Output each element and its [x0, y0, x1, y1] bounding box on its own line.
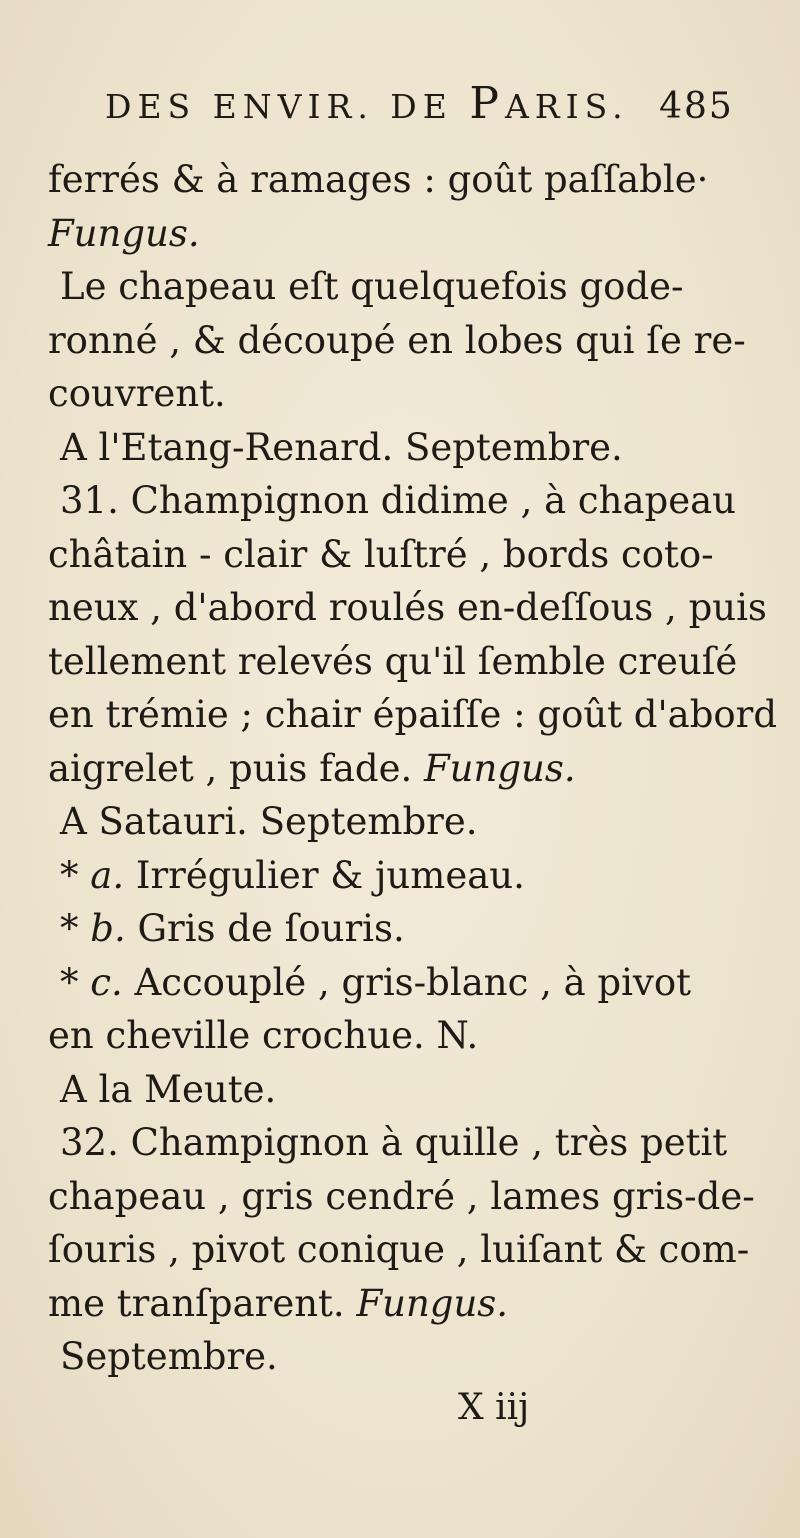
line-text: tellement relevés qu'il ſemble creuſé [48, 639, 738, 683]
line-text-italic: b. [90, 907, 126, 950]
line-text: Accouplé , gris-blanc , à pivot [122, 960, 691, 1004]
text-line [0, 685, 800, 745]
line-text: aigrelet , puis fade. [48, 746, 424, 790]
text-line [0, 257, 800, 317]
line-text: Irrégulier & jumeau. [124, 853, 525, 897]
line-text: * [60, 853, 91, 897]
text-line [0, 1327, 800, 1387]
text-line [0, 953, 800, 1013]
line-text: me tranſparent. [48, 1281, 357, 1325]
header-title-initial: P [469, 78, 505, 129]
line-text: ſouris , pivot conique , luiſant & com- [48, 1228, 750, 1271]
text-line [0, 471, 800, 531]
text-line [0, 899, 800, 959]
line-text-italic: c. [90, 960, 123, 1004]
line-text: A l'Etang-Renard. Septembre. [60, 425, 623, 469]
header-title-rest: ARIS. [504, 87, 629, 126]
text-line [0, 1220, 800, 1280]
line-text: en trémie ; chair épaiſſe : goût d'abord [48, 693, 778, 736]
text-line [0, 632, 800, 692]
text-line [0, 846, 800, 906]
text-line [0, 578, 800, 638]
line-text: * [60, 907, 91, 950]
page-number: 485 [659, 86, 734, 127]
line-text: couvrent. [48, 372, 226, 415]
text-line [0, 1274, 800, 1334]
line-text: 31. Champignon didime , à chapeau [60, 479, 736, 522]
line-text-italic: a. [90, 853, 125, 897]
line-text: chapeau , gris cendré , lames gris-de- [48, 1174, 755, 1218]
line-text: châtain - clair & luſtré , bords coto- [48, 532, 714, 576]
line-text: en cheville crochue. N. [48, 1014, 479, 1057]
line-text: A Satauri. Septembre. [60, 800, 478, 843]
line-text: * [60, 960, 91, 1004]
text-line [0, 204, 800, 264]
line-text: ronné , & découpé en lobes qui ſe re- [48, 318, 746, 362]
text-line [0, 739, 800, 799]
line-text: Le chapeau eſt quelquefois gode- [60, 265, 684, 308]
text-line [0, 150, 800, 210]
line-text: 32. Champignon à quille , très petit [60, 1121, 728, 1164]
text-line [0, 1167, 800, 1227]
text-line [0, 792, 800, 852]
text-line [0, 418, 800, 478]
line-text: Fungus. [48, 211, 200, 255]
line-text: Gris de ſouris. [125, 907, 405, 950]
signature-mark: X iij [458, 1386, 530, 1428]
line-text: Septembre. [60, 1335, 278, 1378]
line-text: A la Meute. [60, 1067, 277, 1111]
running-header [105, 78, 734, 138]
text-line [0, 1006, 800, 1066]
text-line [0, 525, 800, 585]
line-text: ferrés & à ramages : goût paſſable· [48, 158, 709, 201]
line-text-italic: Fungus. [356, 1281, 509, 1325]
text-line [0, 1060, 800, 1120]
text-line [0, 364, 800, 424]
header-title: DES ENVIR. DE [105, 87, 470, 126]
text-line [0, 1113, 800, 1173]
line-text-italic: Fungus. [424, 746, 576, 790]
line-text: neux , d'abord roulés en-deſſous , puis [48, 586, 767, 629]
text-line [0, 311, 800, 371]
